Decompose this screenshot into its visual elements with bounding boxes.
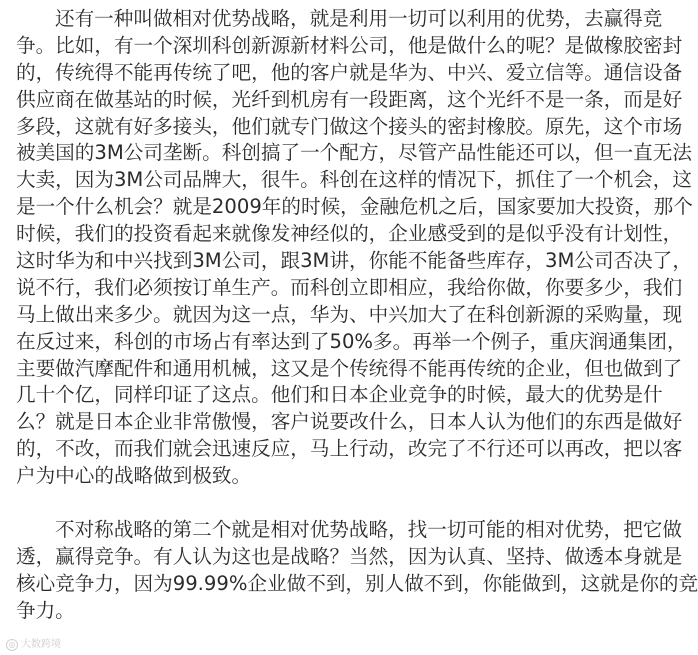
article-body — [16, 6, 698, 625]
paragraph-line: 是一个什么机会？就是2009年的时候，金融危机之后，国家要加大投资，那个 — [16, 195, 693, 219]
paragraph-line: 争力。 — [16, 598, 75, 622]
paragraph-line: 几十个亿，同样印证了这点。他们和日本企业竞争的时候，最大的优势是什 — [16, 383, 663, 407]
paragraph-1 — [16, 6, 693, 490]
paragraph-line: 大卖，因为3M公司品牌大，很牛。科创在这样的情况下，抓住了一个机会，这 — [16, 168, 692, 192]
paragraph-line: 争。比如，有一个深圳科创新源新材料公司，他是做什么的呢？是做橡胶密封 — [16, 33, 683, 57]
paragraph-line: 么？就是日本企业非常傲慢，客户说要改什么，日本人认为他们的东西是做好 — [16, 410, 683, 434]
paragraph-line: 多段，这就有好多接头，他们就专门做这个接头的密封橡胶。原先，这个市场 — [16, 114, 683, 138]
paragraph-line: 在反过来，科创的市场占有率达到了50%多。再举一个例子，重庆润通集团， — [16, 329, 687, 353]
paragraph-line: 不对称战略的第二个就是相对优势战略，找一切可能的相对优势，把它做 — [55, 518, 682, 542]
paragraph-line: 核心竞争力，因为99.99%企业做不到，别人做不到，你能做到，这就是你的竞 — [16, 571, 698, 595]
paragraph-2 — [16, 517, 698, 625]
paragraph-line: 说不行，我们必须按订单生产。而科创立即相应，我给你做，你要多少，我们 — [16, 275, 683, 299]
paragraph-line: 透，赢得竞争。有人认为这也是战略？当然，因为认真、坚持、做透本身就是 — [16, 544, 683, 568]
watermark — [6, 639, 61, 651]
watermark-logo-icon: ◎ — [6, 639, 18, 651]
paragraph-line: 主要做汽摩配件和通用机械，这又是个传统得不能再传统的企业，但也做到了 — [16, 356, 683, 380]
paragraph-line: 被美国的3M公司垄断。科创搞了一个配方，尽管产品性能还可以，但一直无法 — [16, 141, 692, 165]
paragraph-line: 时候，我们的投资看起来就像发神经似的，企业感受到的是似乎没有计划性， — [16, 222, 683, 246]
paragraph-line: 户为中心的战略做到极致。 — [16, 464, 252, 488]
paragraph-line: 还有一种叫做相对优势战略，就是利用一切可以利用的优势，去赢得竞 — [55, 7, 663, 30]
watermark-text: 大数跨境 — [21, 639, 61, 650]
paragraph-line: 的，传统得不能再传统了吧，他的客户就是华为、中兴、爱立信等。通信设备 — [16, 60, 683, 84]
paragraph-spacer — [16, 490, 584, 517]
paragraph-line: 马上做出来多少。就因为这一点，华为、中兴加大了在科创新源的采购量，现 — [16, 302, 683, 326]
paragraph-line: 的，不改，而我们就会迅速反应，马上行动，改完了不行还可以再改，把以客 — [16, 437, 683, 461]
paragraph-line: 这时华为和中兴找到3M公司，跟3M讲，你能不能备些库存，3M公司否决了， — [16, 249, 692, 273]
paragraph-line: 供应商在做基站的时候，光纤到机房有一段距离，这个光纤不是一条，而是好 — [16, 87, 683, 111]
